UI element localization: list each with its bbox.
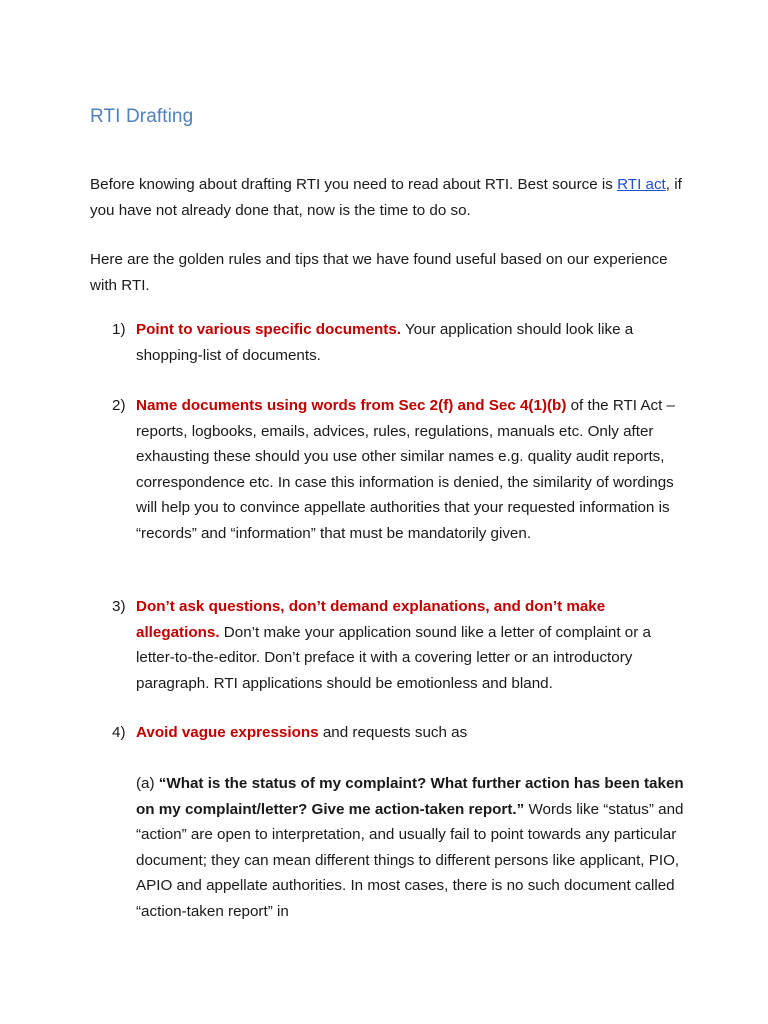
intro-paragraph	[90, 172, 690, 223]
list-item-number: 3)	[112, 598, 126, 615]
sub-item-text: Words like “status” and “action” are open to interpretation, and usually fail to point towards any particular document; they can mean different things to different persons like applicant, PIO, APIO and appellate authorities. In most cases, there is no such document called “action-taken report” in	[136, 800, 684, 920]
list-item-text: and requests such as	[318, 724, 468, 741]
golden-rules-paragraph: Here are the golden rules and tips that we have found useful based on our experience with RTI.	[90, 251, 668, 294]
page-title: RTI Drafting	[90, 106, 194, 127]
list-item-highlight: Don’t ask questions, don’t demand explanations, and don’t make allegations.	[136, 598, 606, 641]
intro-text-after: , if you have not already done that, now is the time to do so.	[90, 176, 682, 219]
list-item	[112, 317, 692, 368]
intro-text-before: Before knowing about drafting RTI you need to read about RTI. Best source is	[90, 176, 618, 193]
list-item-text: Don’t make your application sound like a letter of complaint or a letter-to-the-editor. Don’t preface it with a covering letter or an introductory paragraph. RTI applications should be emotionless and bland.	[136, 623, 651, 692]
list-item-text: Your application should look like a shopping-list of documents.	[136, 321, 634, 364]
list-item-highlight: Name documents using words from Sec 2(f) and Sec 4(1)(b)	[136, 397, 567, 414]
rti-act-link[interactable]: RTI act	[617, 176, 666, 193]
list-item-body	[136, 594, 692, 696]
list-item-body	[136, 317, 692, 368]
list-item-text: of the RTI Act – reports, logbooks, emails, advices, rules, regulations, manuals etc. Only after exhausting these should you use other similar names e.g. quality audit reports, correspondence etc. In case this information is denied, the similarity of wordings will help you to convince appellate authorities that your requested information is “records” and “information” that must be mandatorily given.	[136, 397, 676, 542]
list-item-number: 4)	[112, 724, 126, 741]
list-item-body	[136, 720, 692, 746]
list-item-highlight: Avoid vague expressions	[136, 724, 319, 741]
list-item-number: 1)	[112, 321, 126, 338]
list-item	[112, 393, 692, 546]
sub-item-a	[136, 771, 692, 924]
list-item	[112, 720, 692, 746]
sub-item-label: (a)	[136, 775, 159, 792]
sub-item-quote: “What is the status of my complaint? What further action has been taken on my complaint/letter? Give me action-taken report.”	[136, 775, 684, 818]
list-item-number: 2)	[112, 397, 126, 414]
list-item-highlight: Point to various specific documents.	[136, 321, 401, 338]
list-item-body	[136, 393, 692, 546]
list-item	[112, 594, 692, 696]
